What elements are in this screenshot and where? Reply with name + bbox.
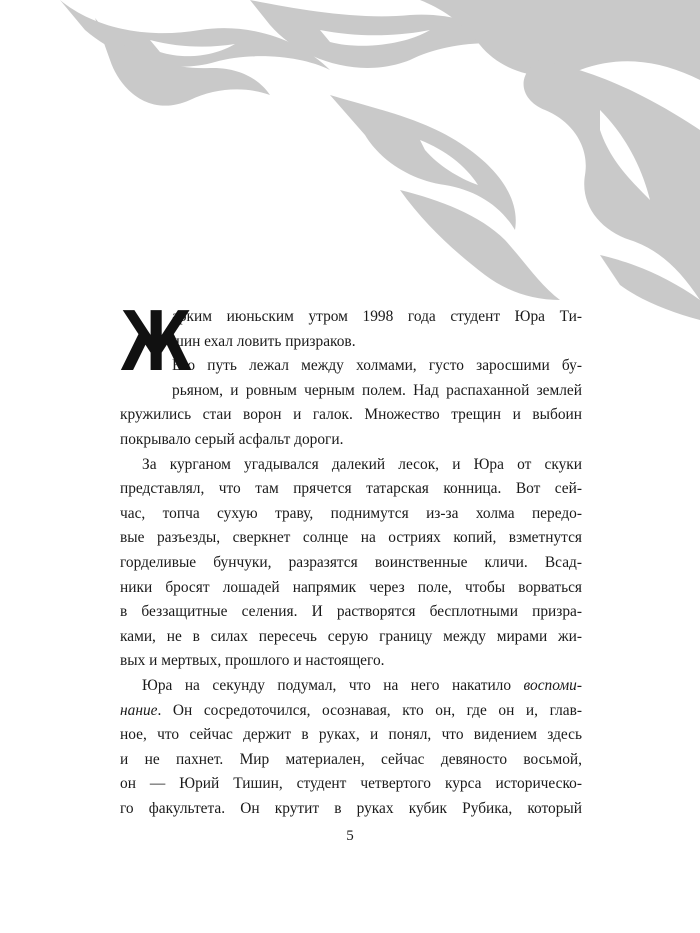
text-line: он — Юрий Тишин, студент четвертого курса историческо- — [120, 775, 582, 793]
text-line: вые разъезды, сверкнет солнце на остриях копий, взметнутся — [120, 529, 582, 547]
text-line — [120, 699, 582, 724]
text-line: покрывало серый асфальт дороги. — [120, 430, 344, 448]
text-line: час, топча сухую траву, поднимутся из-за холма передо- — [120, 504, 582, 522]
text-line — [120, 674, 582, 699]
text-line: вых и мертвых, прошлого и настоящего. — [120, 652, 385, 670]
text-line: ное, что сейчас держит в руках, и понял, что видением здесь — [120, 726, 582, 744]
decorative-ornament — [0, 0, 700, 320]
paragraph-1 — [120, 295, 582, 453]
text-run: Юра на секунду подумал, что на него накатило — [142, 676, 524, 694]
text-line: рьяном, и ровным черным полем. Над распаханной землей — [172, 381, 582, 399]
text-line: За курганом угадывался далекий лесок, и Юра от скуки — [142, 455, 582, 473]
text-line: арким июньским утром 1998 года студент Юра Ти- — [172, 308, 582, 325]
ornament-lower-leaf — [400, 190, 560, 300]
text-line: шин ехал ловить призраков. — [172, 332, 356, 350]
drop-cap: Ж — [120, 295, 193, 390]
text-line: горделивые бунчуки, разразятся воинственные кличи. Всад- — [120, 553, 582, 571]
italic-word: воспоми- — [523, 676, 582, 694]
text-line: го факультета. Он крутит в руках кубик Рубика, который — [120, 799, 582, 817]
text-line: и не пахнет. Мир материален, сейчас девяносто восьмой, — [120, 750, 582, 768]
text-line: ками, не в силах пересечь серую границу между мирами жи- — [120, 627, 582, 645]
text-line: кружились стаи ворон и галок. Множество трещин и выбоин — [120, 406, 582, 424]
text-run: . Он сосредоточился, осознавая, кто он, где он и, глав- — [157, 701, 582, 719]
paragraph-3 — [120, 674, 582, 822]
text-line: Его путь лежал между холмами, густо заросшими бу- — [172, 357, 582, 375]
body-text — [120, 295, 582, 821]
text-line: представлял, что там прячется татарская конница. Вот сей- — [120, 480, 582, 498]
page-number: 5 — [346, 828, 354, 844]
paragraph-2 — [120, 453, 582, 674]
text-line: ники бросят лошадей напрямик через поле, чтобы ворваться — [120, 578, 582, 596]
text-line: в беззащитные селения. И растворятся бесплотными призра- — [120, 603, 582, 621]
italic-word: нание — [120, 701, 158, 719]
